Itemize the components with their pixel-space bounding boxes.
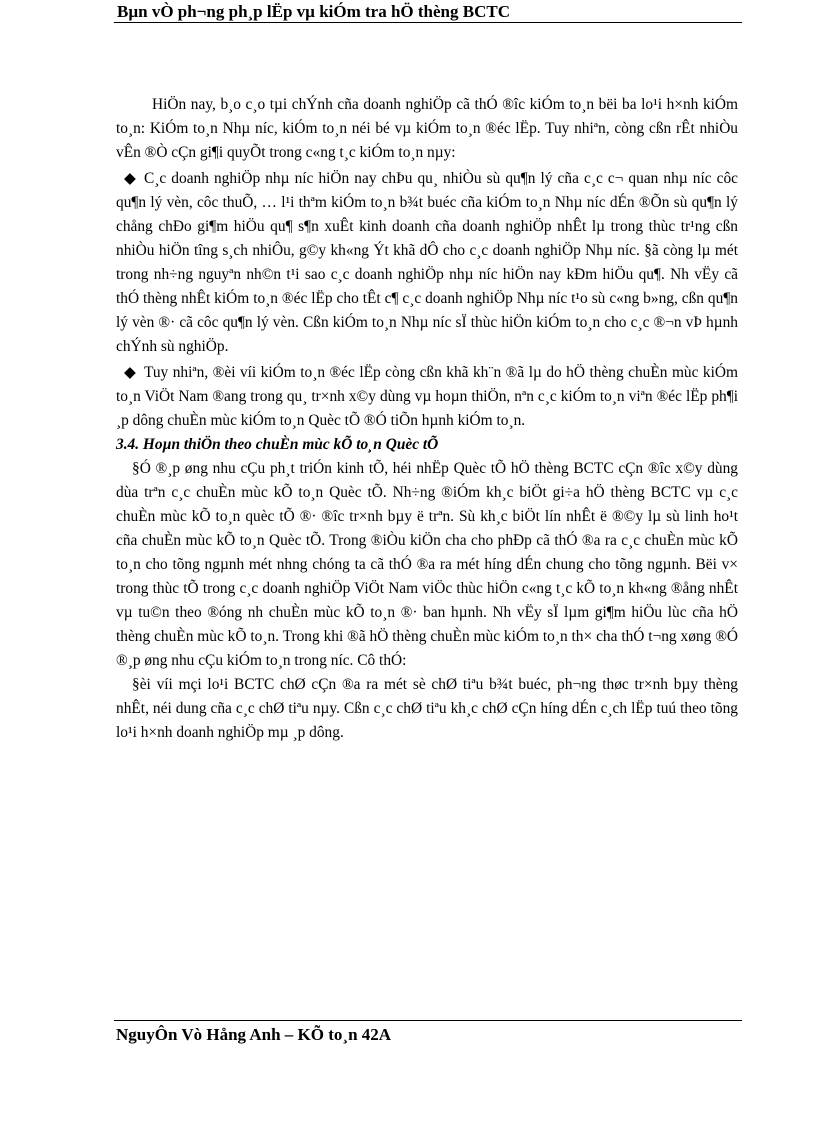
section-paragraph: §Ó ®¸p øng nhu cÇu ph¸t triÓn kinh tÕ, héi nhËp Quèc tÕ hÖ thèng BCTC cÇn ®îc x©y dùng dùa trªn c¸c chuÈn mùc kÕ to¸n Quèc tÕ. Nh÷ng ®iÓm kh¸c biÖt gi÷a hÖ thèng BCTC vµ c¸c chuÈn mùc kÕ to¸n quèc tÕ ®· ®îc tr×nh bµy ë trªn. Sù kh¸c biÖt lín nhÊt ë ®©y lµ sù linh ho¹t cña chuÈn mùc kÕ to¸n Quèc tÕ. Trong ®iÒu kiÖn cha cho phÐp cã thÓ ®a ra c¸c chuÈn mùc kÕ to¸n cho tõng ngµnh mét nhng chóng ta cã thÓ ®a ra mét híng dÉn chung cho tõng ngµnh. Bëi v× trong thùc tÕ trong c¸c doanh nghiÖp ViÖt Nam viÖc thùc hiÖn c«ng t¸c kÕ to¸n kh«ng ®ång nhÊt vµ tu©n theo ®óng nh chuÈn mùc kÕ to¸n ®· ban hµnh. Nh vËy sÏ lµm gi¶m hiÖu lùc cña hÖ thèng chuÈn mùc kÕ to¸n. Trong khi ®ã hÖ thèng chuÈn mùc kiÓm to¸n th× cha thÓ t¬ng xøng ®Ó ®¸p øng nhu cÇu kiÓm to¸n trong níc. Cô thÓ: — [116, 460, 738, 669]
diamond-bullet-icon: ◆ — [124, 364, 136, 381]
bullet-item-2-text: Tuy nhiªn, ®èi víi kiÓm to¸n ®éc lËp còng cßn khã kh¨n ®ã lµ do hÖ thèng chuÈn mùc kiÓm to¸n ViÖt Nam ®ang trong qu¸ tr×nh x©y dùng vµ hoµn thiÖn, nªn c¸c kiÓm to¸n viªn ®éc lËp ph¶i ¸p dông chuÈn mùc kiÓm to¸n Quèc tÕ ®Ó tiÕn hµnh kiÓm to¸n. — [116, 364, 738, 429]
page-header: Bµn vÒ ph¬ng ph¸p lËp vµ kiÓm tra hÖ thèng BCTC — [117, 2, 510, 21]
footer-divider — [114, 1020, 742, 1021]
bullet-item-1-text: C¸c doanh nghiÖp nhµ níc hiÖn nay chÞu qu¸ nhiÒu sù qu¶n lý cña c¸c c¬ quan nhµ níc côc qu¶n lý vèn, côc thuÕ, … l¹i thªm kiÓm to¸n b¾t buéc cña kiÓm to¸n Nhµ níc dÉn ®Õn sù qu¶n lý chång chÐo gi¶m hiÖu qu¶ s¶n xuÊt kinh doanh cña doanh nghiÖp nhÊt lµ trong thùc tr¹ng cßn nhiÒu hiÖn tîng s¸ch nhiÔu, g©y kh«ng Ýt khã dÔ cho c¸c doanh nghiÖp Nhµ níc. §ã còng lµ mét trong nh÷ng nguyªn nh©n t¹i sao c¸c doanh nghiÖp nhµ níc hiÖn nay kÐm hiÖu qu¶. Nh vËy cã thÓ thèng nhÊt kiÓm to¸n ®éc lËp cho tÊt c¶ c¸c doanh nghiÖp Nhµ níc t¹o sù c«ng b»ng, cßn qu¶n lý vèn ®· cã côc qu¶n lý vèn. Cßn kiÓm to¸n Nhµ níc sÏ thùc hiÖn kiÓm to¸n cho c¸c ®¬n vÞ hµnh chÝnh sù nghiÖp. — [116, 170, 738, 355]
page-footer: NguyÔn Vò Hång Anh – KÕ to¸n 42A — [116, 1025, 392, 1044]
header-divider — [114, 22, 742, 23]
bullet-item-1 — [116, 167, 738, 359]
diamond-bullet-icon: ◆ — [124, 170, 136, 187]
closing-paragraph: §èi víi mçi lo¹i BCTC chØ cÇn ®a ra mét sè chØ tiªu b¾t buéc, ph¬ng thøc tr×nh bµy thèng nhÊt, néi dung cña c¸c chØ tiªu nµy. Cßn c¸c chØ tiªu kh¸c chØ cÇn híng dÉn c¸ch lËp tuú theo tõng lo¹i h×nh doanh nghiÖp mµ ¸p dông. — [116, 676, 738, 741]
bullet-item-2 — [116, 361, 738, 433]
document-body — [116, 93, 738, 745]
section-heading: 3.4. Hoµn thiÖn theo chuÈn mùc kÕ to¸n Quèc tÕ — [116, 436, 439, 453]
intro-paragraph: HiÖn nay, b¸o c¸o tµi chÝnh cña doanh nghiÖp cã thÓ ®îc kiÓm to¸n bëi ba lo¹i h×nh kiÓm to¸n: KiÓm to¸n Nhµ níc, kiÓm to¸n néi bé vµ kiÓm to¸n ®éc lËp. Tuy nhiªn, còng cßn rÊt nhiÒu vÊn ®Ò cÇn gi¶i quyÕt trong c«ng t¸c kiÓm to¸n nµy: — [116, 96, 738, 161]
